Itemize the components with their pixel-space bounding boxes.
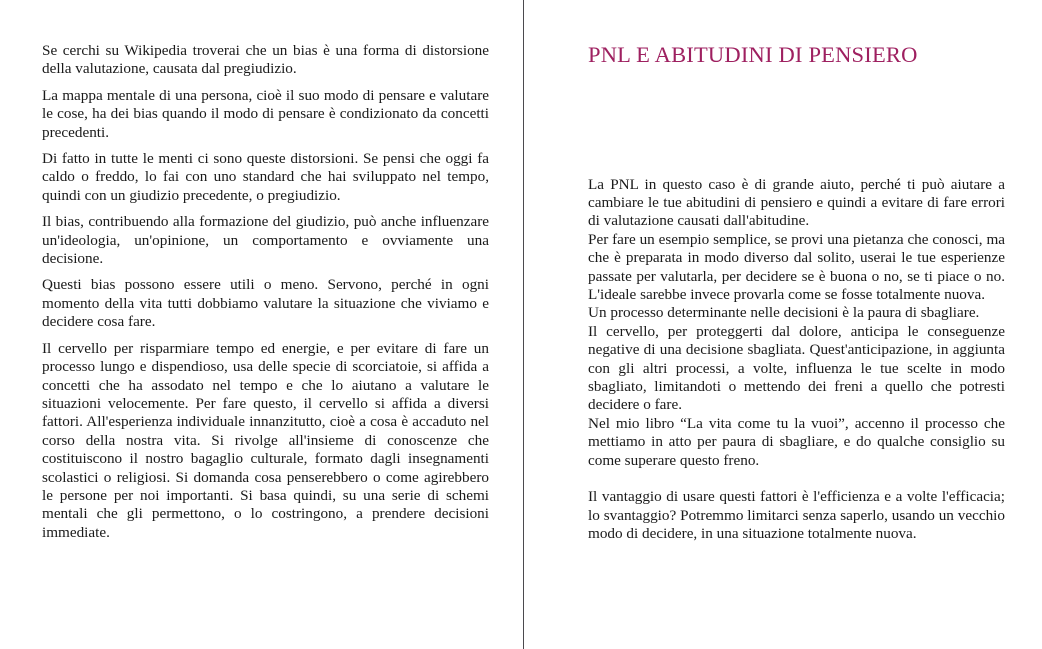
paragraph: La mappa mentale di una persona, cioè il suo modo di pensare e valutare le cose, ha dei bias quando il modo di pensare è condizionato da concetti precedenti. bbox=[42, 86, 489, 141]
verso-body-text bbox=[42, 42, 489, 542]
gutter-divider-rule bbox=[523, 0, 524, 649]
verso-page bbox=[42, 42, 489, 542]
paragraph: Il cervello per risparmiare tempo ed energie, e per evitare di fare un processo lungo e dispendioso, usa delle specie di scorciatoie, si affida a concetti che ha assodato nel tempo e che lo aiutano a valutare le situazioni velocemente. Per fare questo, il cervello si affida a diversi fattori. All'esperienza individuale innanzitutto, cioè a cosa è accaduto nel corso della nostra vita. Si rivolge all'insieme di conoscenze che costituiscono il nostro bagaglio culturale, formato dagli insegnamenti scolastici o religiosi. Si domanda cosa penserebbero o come agirebbero le persone per noi importanti. Si basa quindi, su una serie di schemi mentali che gli permettono, o lo costringono, a prendere decisioni immediate. bbox=[42, 339, 489, 541]
paragraph: Questi bias possono essere utili o meno. Servono, perché in ogni momento della vita tutti dobbiamo valutare la situazione che viviamo e decidere cosa fare. bbox=[42, 276, 489, 331]
paragraph: Di fatto in tutte le menti ci sono queste distorsioni. Se pensi che oggi fa caldo o freddo, lo fai con uno standard che hai sviluppato nel tempo, quindi con un giudizio precedente, o pregiudizio. bbox=[42, 150, 489, 204]
recto-page bbox=[588, 42, 1005, 544]
paragraph: Se cerchi su Wikipedia troverai che un bias è una forma di distorsione della valutazione, causata dal pregiudizio. bbox=[42, 42, 489, 78]
paragraph: La PNL in questo caso è di grande aiuto, perché ti può aiutare a cambiare le tue abitudini di pensiero e quindi a evitare di fare errori di valutazione causati dall'abitudine. bbox=[588, 175, 1005, 230]
chapter-title: PNL E ABITUDINI DI PENSIERO bbox=[588, 42, 918, 67]
paragraph: Un processo determinante nelle decisioni è la paura di sbagliare. bbox=[588, 304, 980, 322]
paragraph: Per fare un esempio semplice, se provi una pietanza che conosci, ma che è preparata in modo diverso dal solito, userai le tue esperienze passate per valutarla, per decidere se è buona o no, se ti piace o no. L'ideale sarebbe invece provarla come se fosse totalmente nuova. bbox=[588, 230, 1005, 303]
paragraph: Il cervello, per proteggerti dal dolore, anticipa le conseguenze negative di una decisione sbagliata. Quest'anticipazione, in aggiunta con gli altri processi, a volte, influenza le tue scelte in modo sbagliato, limitandoti o mettendo dei freni a quello che potresti decidere o fare. bbox=[588, 322, 1005, 414]
paragraph: Nel mio libro “La vita come tu la vuoi”, accenno il processo che mettiamo in atto per paura di sbagliare, e do qualche consiglio su come superare questo freno. bbox=[588, 414, 1005, 469]
paragraph: Il bias, contribuendo alla formazione del giudizio, può anche influenzare un'ideologia, un'opinione, un comportamento e ovviamente una decisione. bbox=[42, 213, 489, 268]
paragraph: Il vantaggio di usare questi fattori è l'efficienza e a volte l'efficacia; lo svantaggio? Potremmo limitarci senza saperlo, usando un vecchio modo di decidere, in una situazione totalmente nuova. bbox=[588, 488, 1005, 543]
recto-body-text bbox=[588, 176, 1005, 544]
